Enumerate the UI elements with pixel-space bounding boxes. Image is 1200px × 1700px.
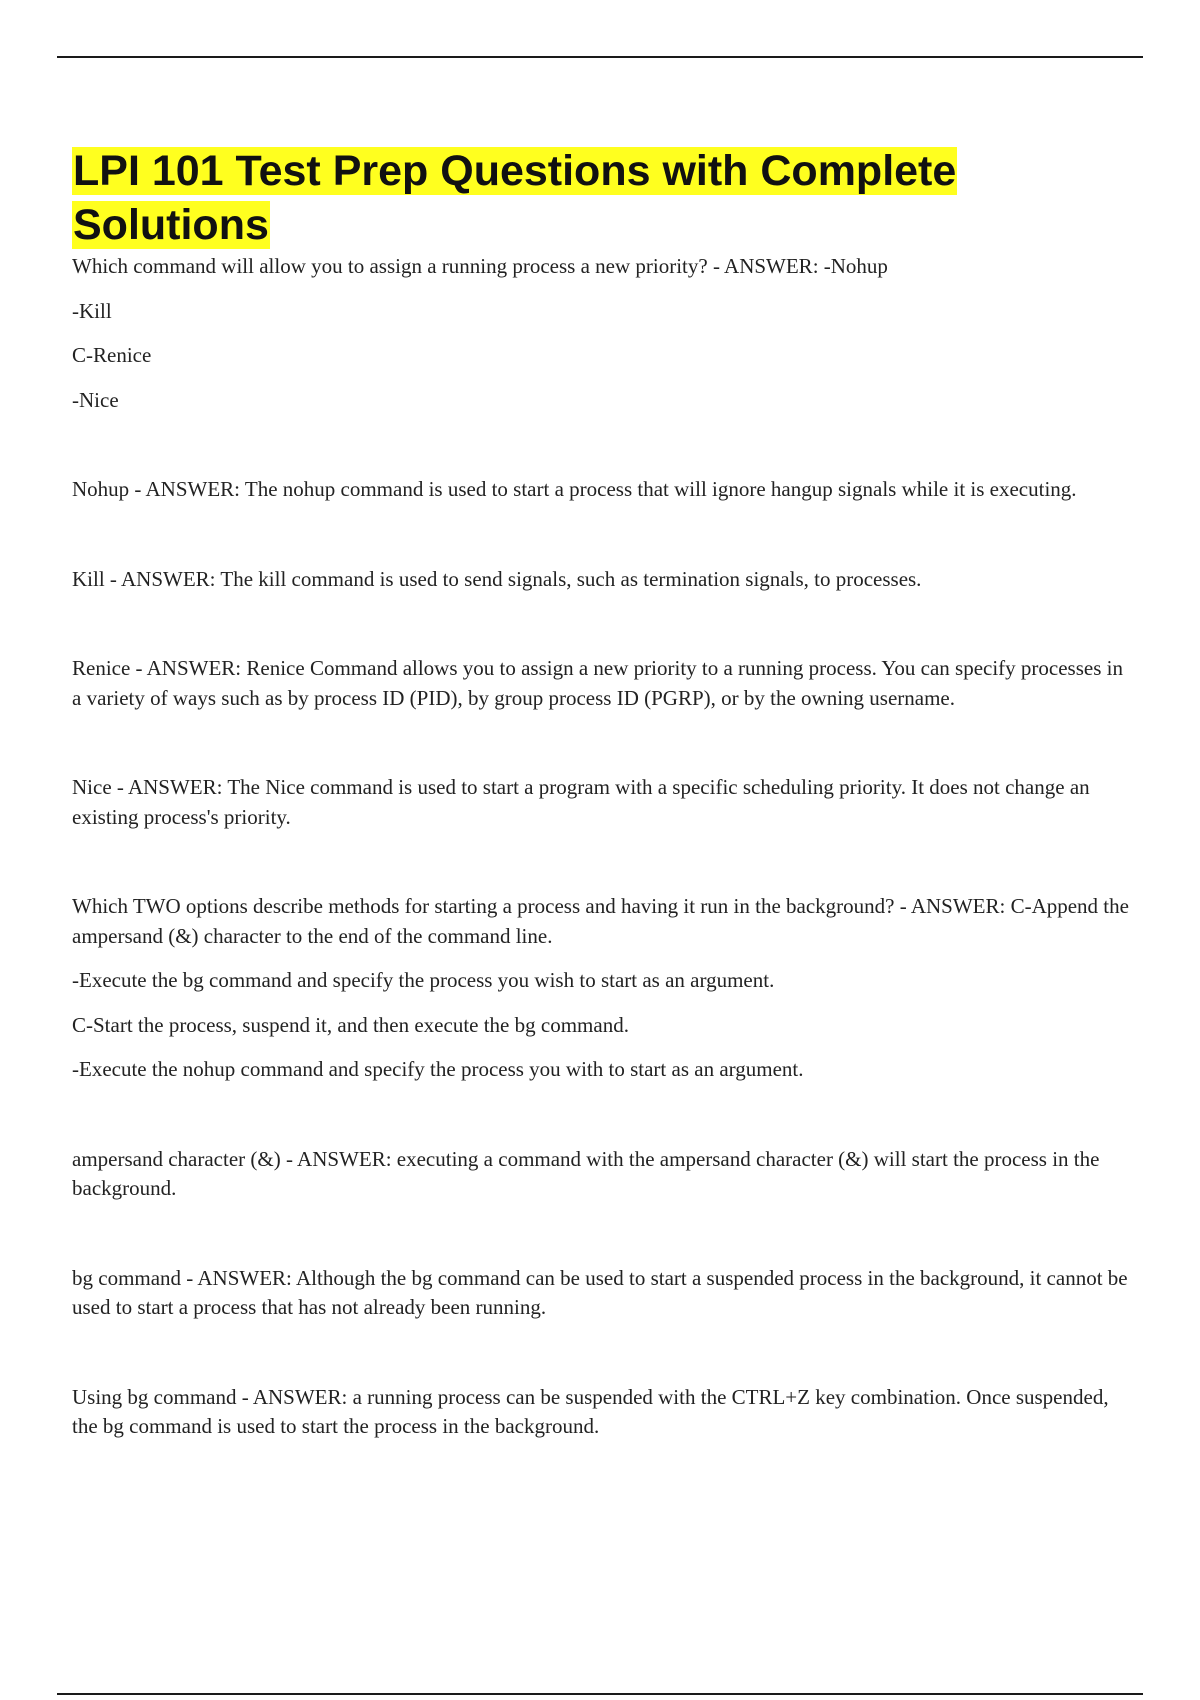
document-page [72,144,1132,1442]
definition-renice: Renice - ANSWER: Renice Command allows you to assign a new priority to a running process. You can specify processes in a variety of ways such as by process ID (PID), by group process ID (PGRP), or by the owning username. [72,656,1123,710]
document-title [72,144,1132,252]
question-2-option: -Execute the bg command and specify the process you wish to start as an argument. [72,968,775,992]
document-body [72,252,1132,1442]
definition-using-bg: Using bg command - ANSWER: a running process can be suspended with the CTRL+Z key combination. Once suspended, the bg command is used to start the process in the background. [72,1384,1109,1438]
definition-kill: Kill - ANSWER: The kill command is used to send signals, such as termination signals, to processes. [72,566,922,591]
definition-ampersand: ampersand character (&) - ANSWER: executing a command with the ampersand character (&) will start the process in the background. [72,1146,1100,1200]
definition-bg-command: bg command - ANSWER: Although the bg command can be used to start a suspended process in the background, it cannot be used to start a process that has not already been running. [72,1265,1128,1319]
definition-nice: Nice - ANSWER: The Nice command is used to start a program with a specific scheduling priority. It does not change an existing process's priority. [72,775,1090,829]
bottom-rule [57,1693,1143,1695]
question-2-option: C-Start the process, suspend it, and then execute the bg command. [72,1012,629,1037]
question-1-option: -Kill [72,298,112,323]
question-1-option: -Nice [72,387,119,412]
question-2: Which TWO options describe methods for starting a process and having it run in the background? - ANSWER: C-Append the ampersand (&) character to the end of the command line. [72,894,1129,948]
title-highlight: LPI 101 Test Prep Questions with Complete Solutions [73,147,957,249]
question-2-option: -Execute the nohup command and specify the process you with to start as an argument. [72,1057,804,1081]
definition-nohup: Nohup - ANSWER: The nohup command is used to start a process that will ignore hangup signals while it is executing. [72,477,1077,501]
question-1-option: C-Renice [72,343,152,367]
question-1: Which command will allow you to assign a running process a new priority? - ANSWER: -Nohup [72,254,888,278]
top-rule [57,56,1143,58]
